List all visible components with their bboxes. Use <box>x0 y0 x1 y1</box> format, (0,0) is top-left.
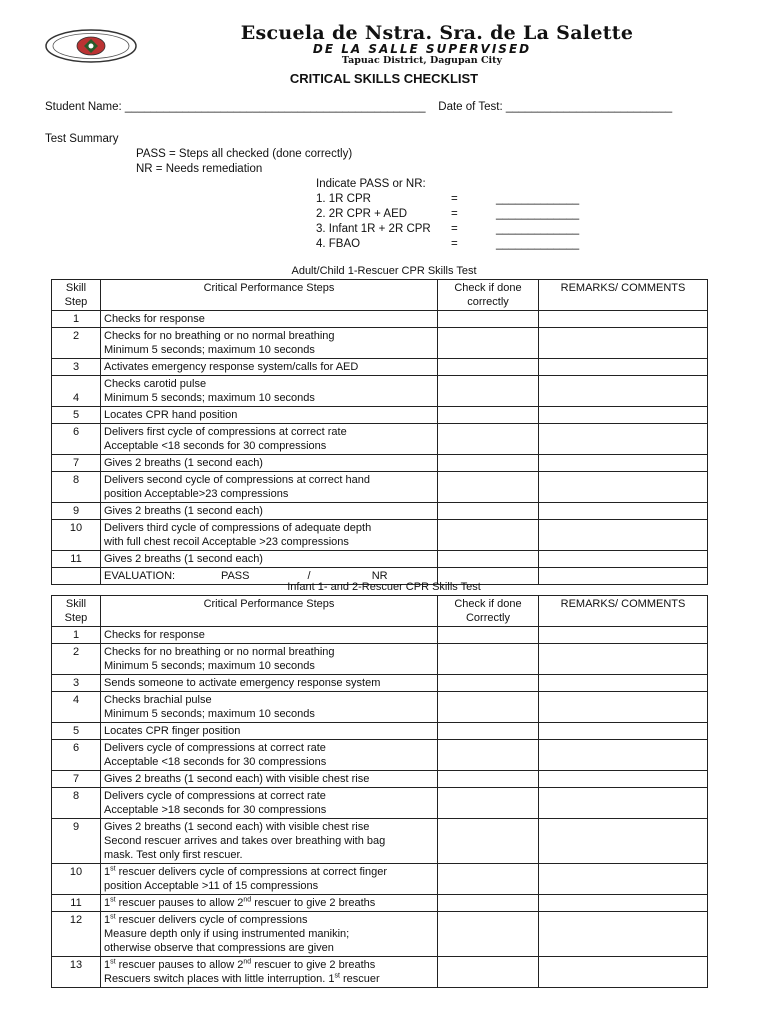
table-row <box>52 472 708 503</box>
indicate-label: Indicate PASS or NR: <box>316 178 426 190</box>
remarks-cell[interactable] <box>539 551 708 568</box>
col-header-remarks: REMARKS/ COMMENTS <box>539 596 708 627</box>
performance-step: Delivers first cycle of compressions at correct rate Acceptable <18 seconds for 30 compressions <box>101 424 438 455</box>
performance-step: Checks carotid pulse Minimum 5 seconds; maximum 10 seconds <box>101 376 438 407</box>
step-number: 10 <box>52 864 101 895</box>
table-row <box>52 771 708 788</box>
col-header-perf: Critical Performance Steps <box>101 596 438 627</box>
remarks-cell[interactable] <box>539 788 708 819</box>
step-number: 9 <box>52 819 101 864</box>
check-cell[interactable] <box>438 503 539 520</box>
step-number: 8 <box>52 788 101 819</box>
step-text-part: 1 <box>104 866 111 878</box>
table-row <box>52 912 708 957</box>
ordinal-suffix: nd <box>243 958 252 966</box>
performance-step: Activates emergency response system/calls for AED <box>101 359 438 376</box>
table-row <box>52 675 708 692</box>
step-number: 11 <box>52 551 101 568</box>
step-text-part: rescuer delivers cycle of compressions Measure depth only if using instrumented manikin; otherwise observe that compressions are given <box>104 914 350 954</box>
step-number: 10 <box>52 520 101 551</box>
step-text-part: rescuer to give 2 breaths Rescuers switch places with little interruption. 1 <box>104 959 376 985</box>
pass-definition: PASS = Steps all checked (done correctly) <box>136 148 353 160</box>
table-row <box>52 788 708 819</box>
test-summary-heading: Test Summary <box>45 133 119 145</box>
table-row <box>52 895 708 912</box>
performance-step: Delivers second cycle of compressions at correct hand position Acceptable>23 compressions <box>101 472 438 503</box>
remarks-cell[interactable] <box>539 740 708 771</box>
remarks-cell[interactable] <box>539 328 708 359</box>
remarks-cell[interactable] <box>539 771 708 788</box>
step-text-part: 1 <box>104 897 111 909</box>
remarks-cell[interactable] <box>539 957 708 988</box>
document-title: CRITICAL SKILLS CHECKLIST <box>289 71 479 86</box>
performance-step <box>101 912 438 957</box>
remarks-cell[interactable] <box>539 675 708 692</box>
school-subtitle: DE LA SALLE SUPERVISED <box>312 42 532 56</box>
remarks-cell[interactable] <box>539 455 708 472</box>
performance-step: Delivers third cycle of compressions of adequate depth with full chest recoil Acceptable >23 compressions <box>101 520 438 551</box>
table-row <box>52 520 708 551</box>
check-cell[interactable] <box>438 455 539 472</box>
performance-step: Gives 2 breaths (1 second each) with visible chest rise <box>101 771 438 788</box>
ordinal-suffix: st <box>110 913 116 921</box>
school-seal-logo <box>44 28 138 64</box>
check-cell[interactable] <box>438 788 539 819</box>
remarks-cell[interactable] <box>539 627 708 644</box>
table-header-row <box>52 596 708 627</box>
step-number: 8 <box>52 472 101 503</box>
performance-step: Checks brachial pulse Minimum 5 seconds; maximum 10 seconds <box>101 692 438 723</box>
step-text-part: rescuer pauses to allow 2 <box>115 959 244 971</box>
step-number: 3 <box>52 675 101 692</box>
step-number: 2 <box>52 644 101 675</box>
remarks-cell[interactable] <box>539 644 708 675</box>
performance-step: Delivers cycle of compressions at correct rate Acceptable >18 seconds for 30 compressions <box>101 788 438 819</box>
remarks-cell[interactable] <box>539 819 708 864</box>
check-cell[interactable] <box>438 407 539 424</box>
remarks-cell[interactable] <box>539 311 708 328</box>
step-number: 7 <box>52 455 101 472</box>
school-header <box>0 18 768 68</box>
check-cell[interactable] <box>438 424 539 455</box>
performance-step <box>101 895 438 912</box>
table-row <box>52 740 708 771</box>
performance-step: Locates CPR hand position <box>101 407 438 424</box>
check-cell[interactable] <box>438 912 539 957</box>
remarks-cell[interactable] <box>539 692 708 723</box>
step-number: 1 <box>52 311 101 328</box>
ordinal-suffix: st <box>110 958 116 966</box>
remarks-cell[interactable] <box>539 376 708 407</box>
step-number: 4 <box>52 692 101 723</box>
col-header-step: Skill Step <box>52 280 101 311</box>
check-cell[interactable] <box>438 551 539 568</box>
table-row <box>52 503 708 520</box>
col-header-check: Check if done correctly <box>438 280 539 311</box>
step-number: 2 <box>52 328 101 359</box>
ordinal-suffix: st <box>334 972 340 980</box>
remarks-cell[interactable] <box>539 472 708 503</box>
step-number: 5 <box>52 723 101 740</box>
step-text-part: rescuer pauses to allow 2 <box>115 897 244 909</box>
step-number: 7 <box>52 771 101 788</box>
remarks-cell[interactable] <box>539 895 708 912</box>
adult-test-caption: Adult/Child 1-Rescuer CPR Skills Test <box>291 265 477 277</box>
check-cell[interactable] <box>438 895 539 912</box>
step-text-part: rescuer delivers cycle of compressions at correct finger position Acceptable >11 of 15 compressions <box>104 866 388 892</box>
check-cell[interactable] <box>438 311 539 328</box>
check-cell[interactable] <box>438 740 539 771</box>
remarks-cell[interactable] <box>539 723 708 740</box>
check-cell[interactable] <box>438 376 539 407</box>
student-name-date-line: Student Name: _______________________________________________ Date of Test: __________________________ <box>45 101 673 113</box>
ordinal-suffix: st <box>110 865 116 873</box>
step-number: 6 <box>52 740 101 771</box>
performance-step: Sends someone to activate emergency response system <box>101 675 438 692</box>
col-header-check: Check if done Correctly <box>438 596 539 627</box>
step-text-part: 1 <box>104 914 111 926</box>
step-number: 3 <box>52 359 101 376</box>
check-cell[interactable] <box>438 644 539 675</box>
remarks-cell[interactable] <box>539 503 708 520</box>
step-text-part: 1 <box>104 959 111 971</box>
nr-definition: NR = Needs remediation <box>136 163 263 175</box>
check-cell[interactable] <box>438 472 539 503</box>
step-number: 6 <box>52 424 101 455</box>
col-header-step: Skill Step <box>52 596 101 627</box>
table-row <box>52 359 708 376</box>
table-row <box>52 957 708 988</box>
table-row <box>52 424 708 455</box>
check-cell[interactable] <box>438 627 539 644</box>
check-cell[interactable] <box>438 359 539 376</box>
table-row <box>52 644 708 675</box>
ordinal-suffix: nd <box>243 896 252 904</box>
step-number: 11 <box>52 895 101 912</box>
table-row <box>52 864 708 895</box>
check-cell[interactable] <box>438 819 539 864</box>
remarks-cell[interactable] <box>539 359 708 376</box>
remarks-cell[interactable] <box>539 912 708 957</box>
step-number: 5 <box>52 407 101 424</box>
check-cell[interactable] <box>438 864 539 895</box>
school-address: Tapuac District, Dagupan City <box>341 55 503 66</box>
step-number: 1 <box>52 627 101 644</box>
step-text-part: rescuer to give 2 breaths <box>251 897 376 909</box>
remarks-cell[interactable] <box>539 520 708 551</box>
table-row <box>52 328 708 359</box>
table-row <box>52 723 708 740</box>
performance-step: Gives 2 breaths (1 second each) <box>101 503 438 520</box>
step-number: 13 <box>52 957 101 988</box>
check-cell[interactable] <box>438 957 539 988</box>
performance-step <box>101 864 438 895</box>
remarks-cell[interactable] <box>539 407 708 424</box>
table-header-row <box>52 280 708 311</box>
performance-step: Checks for response <box>101 627 438 644</box>
table-row <box>52 455 708 472</box>
check-cell[interactable] <box>438 675 539 692</box>
step-number: 12 <box>52 912 101 957</box>
check-cell[interactable] <box>438 723 539 740</box>
infant-skills-table <box>51 595 708 988</box>
table-row <box>52 311 708 328</box>
performance-step: Gives 2 breaths (1 second each) with visible chest rise Second rescuer arrives and takes over breathing with bag mask. Test only first rescuer. <box>101 819 438 864</box>
check-cell[interactable] <box>438 520 539 551</box>
evaluation-text: EVALUATION: PASS / NR <box>101 568 438 585</box>
performance-step: Checks for no breathing or no normal breathing Minimum 5 seconds; maximum 10 seconds <box>101 644 438 675</box>
adult-skills-table <box>51 279 708 585</box>
table-row <box>52 819 708 864</box>
remarks-cell[interactable] <box>539 424 708 455</box>
performance-step: Locates CPR finger position <box>101 723 438 740</box>
table-row <box>52 407 708 424</box>
table-row <box>52 376 708 407</box>
check-cell[interactable] <box>438 771 539 788</box>
infant-test-caption: Infant 1- and 2-Rescuer CPR Skills Test <box>287 581 481 593</box>
ordinal-suffix: st <box>110 896 116 904</box>
step-number: 9 <box>52 503 101 520</box>
table-row <box>52 551 708 568</box>
performance-step: Checks for response <box>101 311 438 328</box>
performance-step: Checks for no breathing or no normal breathing Minimum 5 seconds; maximum 10 seconds <box>101 328 438 359</box>
table-row <box>52 627 708 644</box>
performance-step: Delivers cycle of compressions at correct rate Acceptable <18 seconds for 30 compressions <box>101 740 438 771</box>
col-header-remarks: REMARKS/ COMMENTS <box>539 280 708 311</box>
check-cell[interactable] <box>438 328 539 359</box>
school-name: Escuela de Nstra. Sra. de La Salette <box>240 22 634 44</box>
performance-step <box>101 957 438 988</box>
remarks-cell[interactable] <box>539 864 708 895</box>
step-number: 4 <box>52 376 101 407</box>
col-header-perf: Critical Performance Steps <box>101 280 438 311</box>
performance-step: Gives 2 breaths (1 second each) <box>101 551 438 568</box>
step-text-part: rescuer <box>339 973 380 985</box>
check-cell[interactable] <box>438 692 539 723</box>
performance-step: Gives 2 breaths (1 second each) <box>101 455 438 472</box>
table-row <box>52 692 708 723</box>
